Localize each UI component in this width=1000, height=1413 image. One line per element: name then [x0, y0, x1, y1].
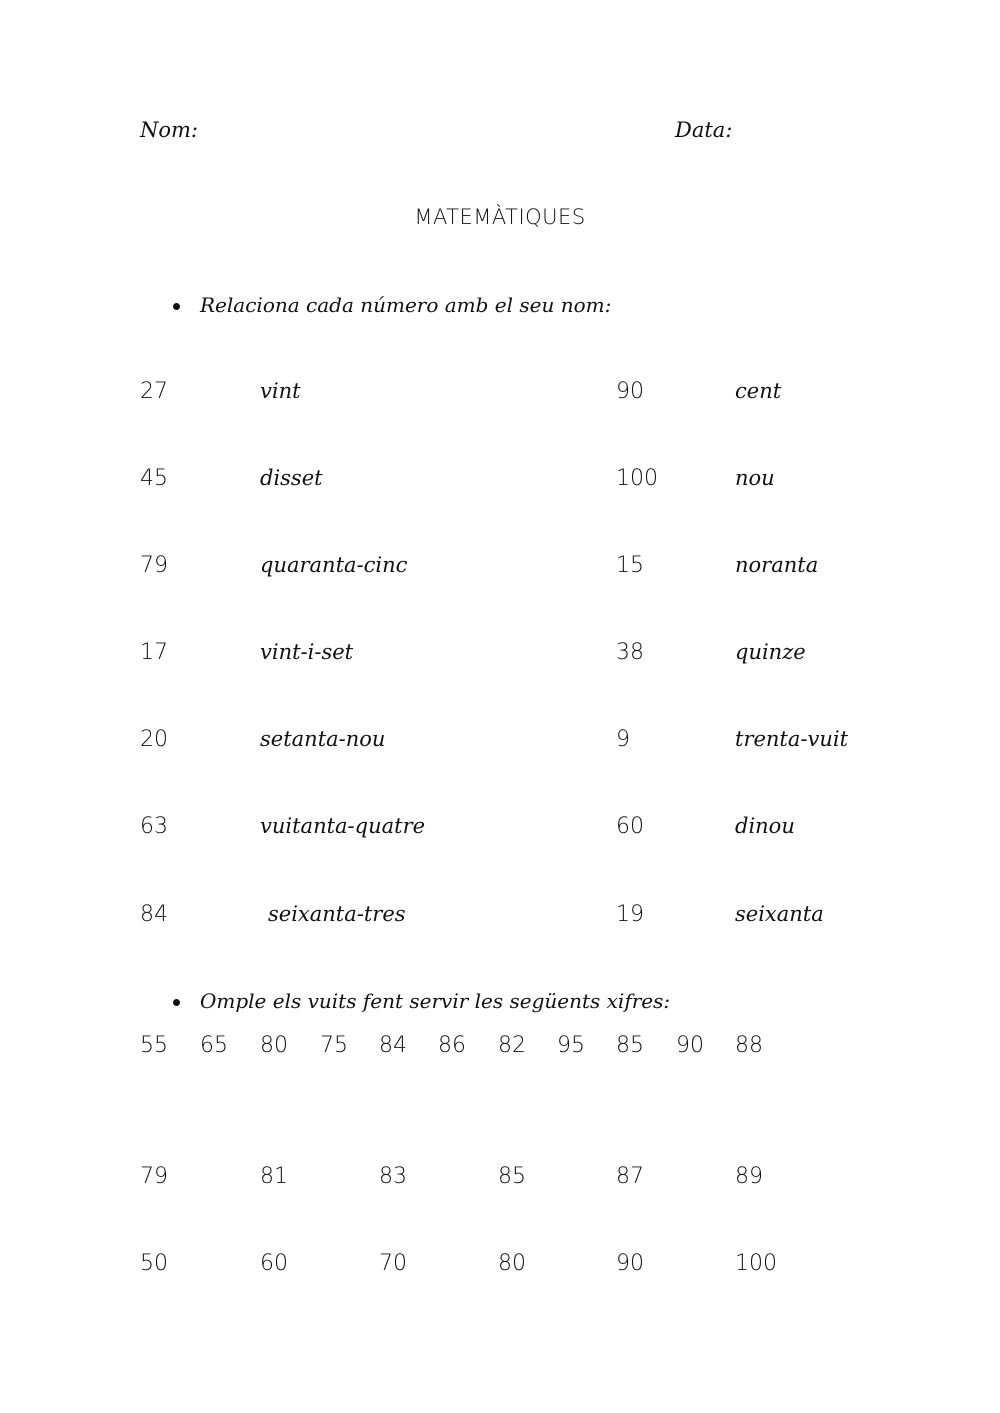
right-word: cent	[735, 379, 782, 403]
sequence-number: 85	[498, 1164, 526, 1189]
sequence-number: 100	[735, 1251, 777, 1276]
left-number: 27	[140, 379, 168, 404]
exercise2-instruction-text: Omple els vuits fent servir les següents xifres:	[200, 989, 671, 1013]
left-number: 84	[140, 902, 168, 927]
left-word: quaranta-cinc	[260, 553, 408, 577]
digit-item: 84	[379, 1033, 407, 1058]
page-title: MATEMÀTIQUES	[414, 205, 586, 229]
sequence-number: 50	[140, 1251, 168, 1276]
right-number: 100	[616, 466, 658, 491]
left-word: setanta-nou	[260, 727, 386, 751]
sequence-number: 89	[735, 1164, 763, 1189]
sequence-number: 87	[616, 1164, 644, 1189]
date-label: Data:	[675, 118, 733, 142]
left-number: 20	[140, 727, 168, 752]
right-word: dinou	[735, 814, 795, 838]
digit-item: 75	[320, 1033, 348, 1058]
right-word: noranta	[735, 553, 819, 577]
left-word: vuitanta-quatre	[260, 814, 426, 838]
left-number: 45	[140, 466, 168, 491]
left-number: 79	[140, 553, 168, 578]
sequence-number: 60	[260, 1251, 288, 1276]
right-word: nou	[735, 466, 775, 490]
right-word: seixanta	[735, 902, 824, 926]
left-word: vint	[260, 379, 301, 403]
left-number: 63	[140, 814, 168, 839]
digit-item: 88	[735, 1033, 763, 1058]
bullet-icon	[173, 303, 180, 310]
right-word: trenta-vuit	[735, 727, 849, 751]
exercise1-instruction-text: Relaciona cada número amb el seu nom:	[200, 293, 612, 317]
left-word: seixanta-tres	[268, 902, 406, 926]
digit-item: 85	[616, 1033, 644, 1058]
left-word: vint-i-set	[260, 640, 354, 664]
exercise2-instruction	[173, 991, 670, 1011]
digit-item: 95	[557, 1033, 585, 1058]
digit-item: 86	[438, 1033, 466, 1058]
right-number: 38	[616, 640, 644, 665]
digit-item: 65	[200, 1033, 228, 1058]
right-number: 9	[616, 727, 630, 752]
bullet-icon	[173, 999, 180, 1006]
sequence-number: 81	[260, 1164, 288, 1189]
digit-item: 55	[140, 1033, 168, 1058]
sequence-number: 70	[379, 1251, 407, 1276]
right-number: 90	[616, 379, 644, 404]
right-number: 19	[616, 902, 644, 927]
left-word: disset	[260, 466, 323, 490]
digit-item: 80	[260, 1033, 288, 1058]
sequence-number: 90	[616, 1251, 644, 1276]
left-number: 17	[140, 640, 168, 665]
exercise1-instruction	[173, 295, 611, 315]
sequence-number: 80	[498, 1251, 526, 1276]
right-number: 60	[616, 814, 644, 839]
right-number: 15	[616, 553, 644, 578]
digit-item: 82	[498, 1033, 526, 1058]
right-word: quinze	[735, 640, 806, 664]
name-label: Nom:	[140, 118, 199, 142]
sequence-number: 79	[140, 1164, 168, 1189]
sequence-number: 83	[379, 1164, 407, 1189]
digit-item: 90	[676, 1033, 704, 1058]
